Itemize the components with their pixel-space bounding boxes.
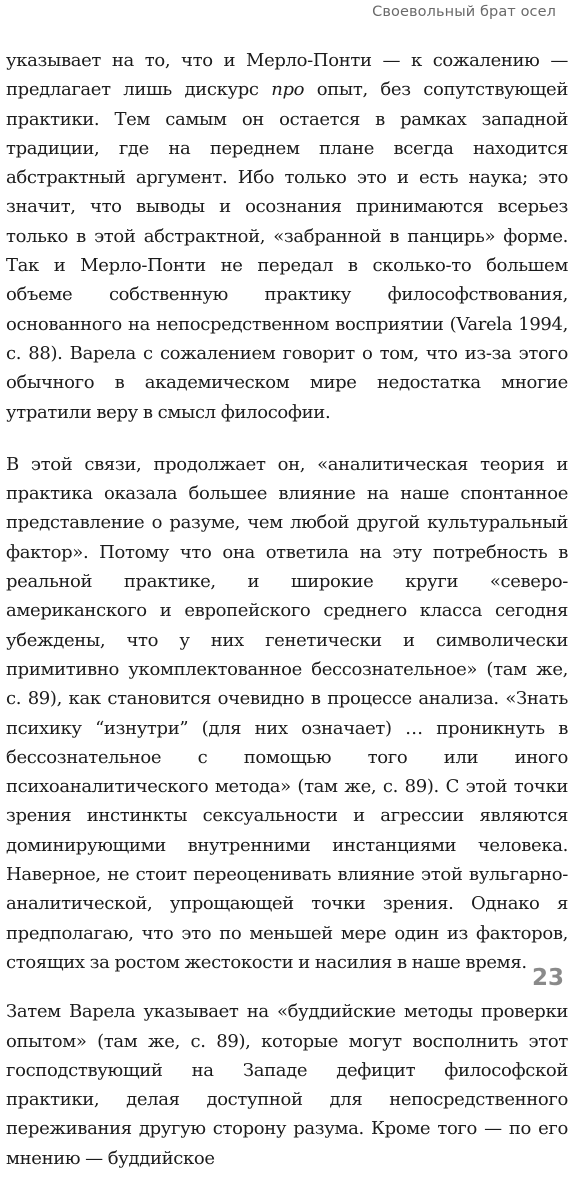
paragraph-3: Затем Варела указывает на «буддийские методы проверки опытом» (там же, с. 89), которые могут восполнить этот господствующий на Западе дефицит философской практики, делая доступной для непосредственного переживания другую сторону разума. Кроме того — по его мнению — буддийское xyxy=(6,1001,568,1169)
page-body xyxy=(6,46,568,1193)
paragraph-1-text-start: указывает на то, что и Мерло-Понти — к сожалению — предлагает лишь дискурс xyxy=(6,50,568,101)
page-number: 23 xyxy=(531,965,564,991)
paragraph-1-text-end: опыт, без сопутствующей практики. Тем самым он остается в рамках западной традиции, где на переднем плане всегда находится абстрактный аргумент. Ибо только это и есть наука; это значит, что выводы и осознания принимаются всерьез только в этой абстрактной, «забранной в панцирь» форме. Так и Мерло-Понти не передал в сколько-то большем объеме собственную практику философствования, основанного на непосредственном восприятии (Varela 1994, с. 88). Варела с сожалением говорит о том, что из-за этого обычного в академическом мире недостатка многие утратили веру в смысл философии. xyxy=(6,79,568,423)
paragraph-2: В этой связи, продолжает он, «аналитическая теория и практика оказала большее влияние на наше спонтанное представление о разуме, чем любой другой культуральный фактор». Потому что она ответила на эту потребность в реальной практике, и широкие круги «северо-американского и европейского среднего класса сегодня убеждены, что у них генетически и символически примитивно укомплектованное бессознательное» (там же, с. 89), как становится очевидно в процессе анализа. «Знать психику “изнутри” (для них означает) … проникнуть в бессознательное с помощью того или иного психоаналитического метода» (там же, с. 89). С этой точки зрения инстинкты сексуальности и агрессии являются доминирующими внутренними инстанциями человека. Наверное, не стоит переоценивать влияние этой вульгарно-аналитической, упрощающей точки зрения. Однако я предполагаю, что это по меньшей мере один из факторов, стоящих за ростом жестокости и насилия в наше время. xyxy=(6,453,568,973)
paragraph-1 xyxy=(6,46,568,427)
running-header: Своевольный брат осел xyxy=(372,4,556,20)
paragraph-1-italic-word: про xyxy=(271,79,305,101)
